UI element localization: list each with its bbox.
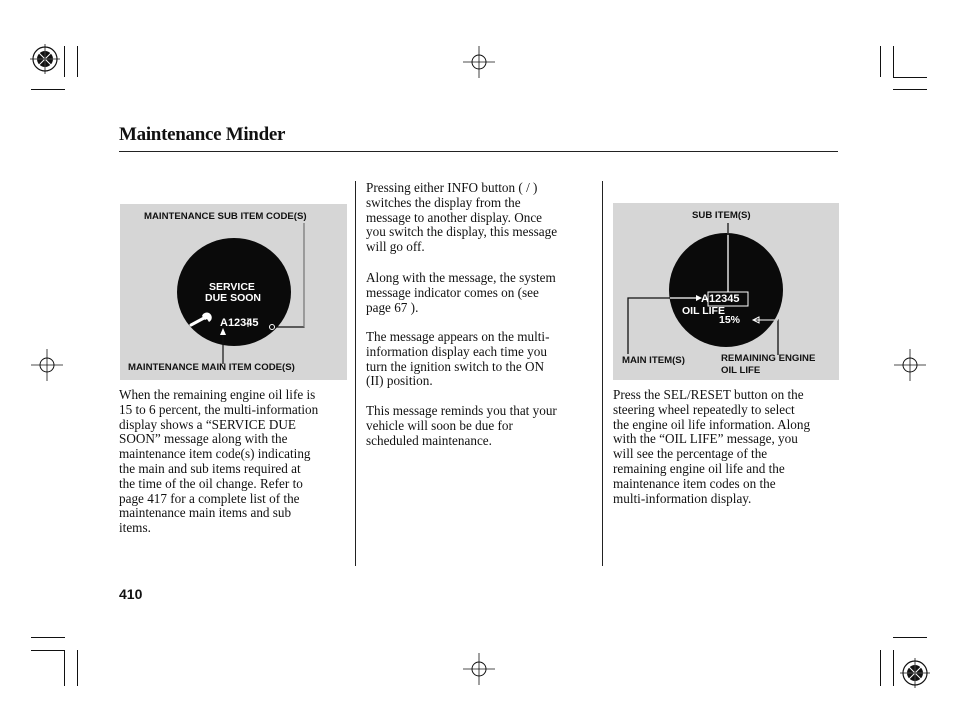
service-due-soon-figure xyxy=(120,204,347,380)
column-divider xyxy=(355,181,356,566)
sub-items-label: SUB ITEM(S) xyxy=(692,210,751,221)
display-service-line: SERVICE xyxy=(209,281,255,293)
crosshair-icon xyxy=(894,349,926,381)
sub-item-code-label: MAINTENANCE SUB ITEM CODE(S) xyxy=(144,211,307,222)
middle-paragraph-indicator: Along with the message, the system message indicator comes on (see page 67 ). xyxy=(366,270,556,315)
display-oil-percent: 15% xyxy=(719,314,741,326)
registration-mark-icon xyxy=(30,44,60,74)
left-body-text: When the remaining engine oil life is 15 to 6 percent, the multi-information display shows a “SERVICE DUE SOON” message along with the maintenance item code(s) indicating the main and sub items required at the time of the oil change. Refer to page 417 for a complete list of the maintenance main items and sub items. xyxy=(119,387,319,536)
oil-life-figure xyxy=(613,203,839,380)
remaining-oil-life-label-line2: OIL LIFE xyxy=(721,365,761,376)
remaining-oil-life-label: REMAINING ENGINE xyxy=(721,353,816,364)
middle-paragraph-info-button: Pressing either INFO button ( / ) switches the display from the message to another display. Once you switch the display, this message will go off. xyxy=(366,180,558,255)
crosshair-icon xyxy=(463,46,495,78)
crosshair-icon xyxy=(31,349,63,381)
main-items-label: MAIN ITEM(S) xyxy=(622,355,685,366)
page-title: Maintenance Minder xyxy=(119,124,286,145)
main-item-code-label: MAINTENANCE MAIN ITEM CODE(S) xyxy=(128,362,295,373)
display-oil-life-text: OIL LIFE xyxy=(682,305,725,317)
right-body-text: Press the SEL/RESET button on the steering wheel repeatedly to select the engine oil life information. Along with the “OIL LIFE” message, you will see the percentage of the remaining engine oil life and the maintenance item codes on the multi-information display. xyxy=(613,387,811,506)
page-number: 410 xyxy=(119,586,143,602)
registration-mark-icon xyxy=(900,658,930,688)
display-item-code: A12345 xyxy=(220,317,259,329)
display-item-code: A12345 xyxy=(701,293,740,305)
middle-paragraph-appears: The message appears on the multi- information display each time you turn the ignition switch to the ON (II) position. xyxy=(366,329,550,389)
crosshair-icon xyxy=(463,653,495,685)
middle-paragraph-reminder: This message reminds you that your vehicle will soon be due for scheduled maintenance. xyxy=(366,403,557,448)
title-rule xyxy=(119,151,838,152)
column-divider xyxy=(602,181,603,566)
wrench-icon xyxy=(188,312,216,328)
display-due-soon-line: DUE SOON xyxy=(205,292,262,304)
